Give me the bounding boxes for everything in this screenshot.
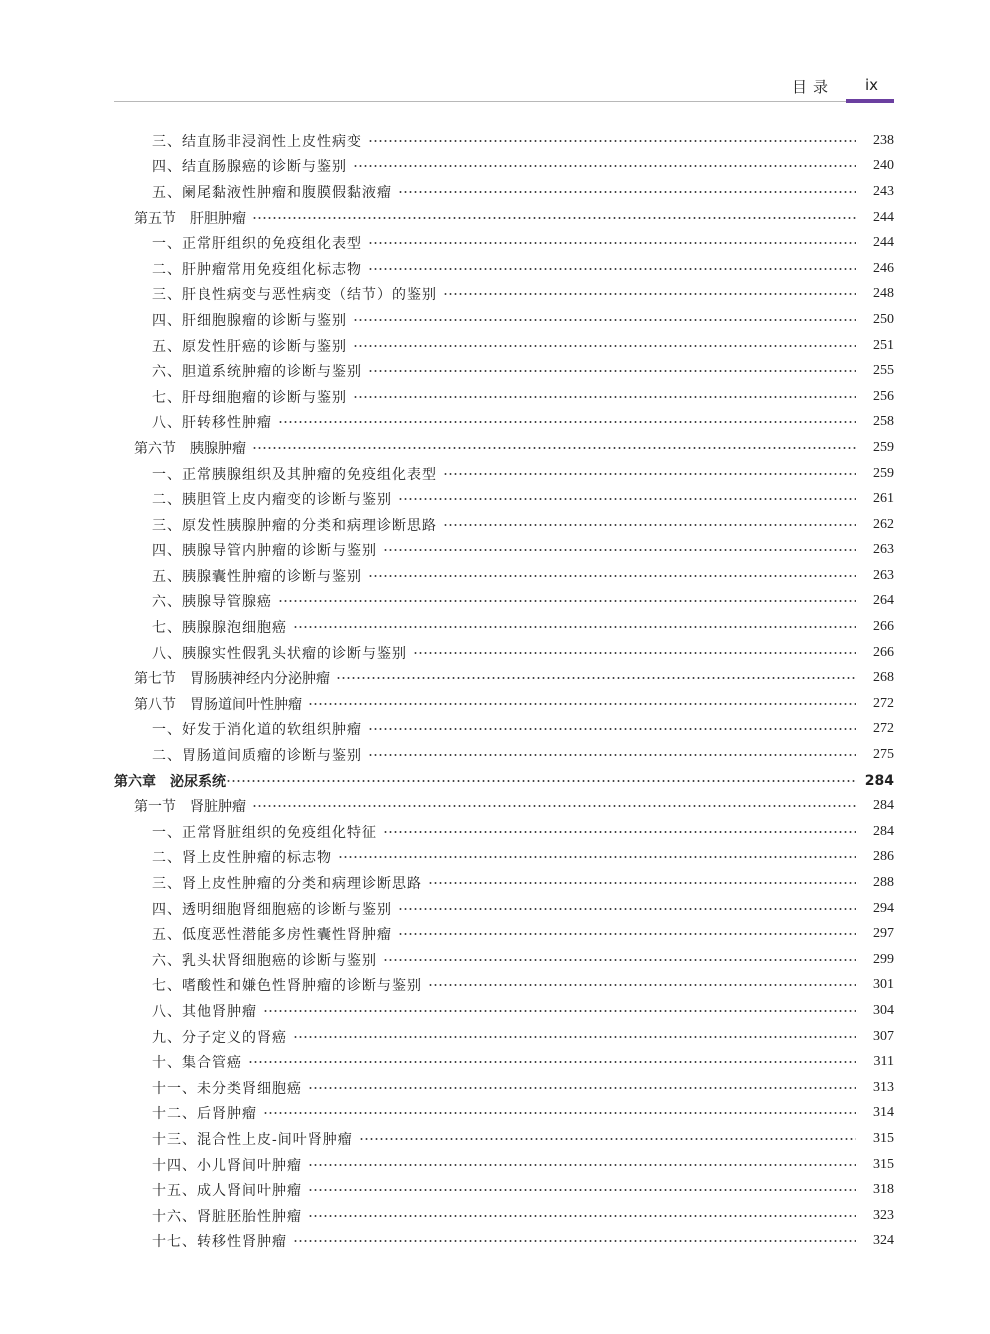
toc-entry[interactable] — [114, 845, 894, 871]
toc-entry-title: 第六节 胰腺肿瘤 — [134, 440, 246, 457]
toc-entry[interactable] — [114, 1203, 894, 1229]
toc-entry[interactable] — [114, 896, 894, 922]
toc-section-entry[interactable] — [114, 793, 894, 819]
toc-section-entry[interactable] — [114, 435, 894, 461]
dot-leader — [308, 1158, 856, 1172]
header-page-number: ix — [864, 76, 878, 94]
toc-entry[interactable] — [114, 640, 894, 666]
toc-entry-page: 244 — [873, 209, 894, 225]
dot-leader — [336, 671, 856, 685]
dot-leader — [383, 825, 856, 839]
toc-entry-title: 八、肝转移性肿瘤 — [152, 415, 272, 432]
dot-leader — [398, 927, 856, 941]
toc-entry-title: 第七节 胃肠胰神经内分泌肿瘤 — [134, 671, 330, 688]
toc-entry-title: 十四、小儿肾间叶肿瘤 — [152, 1157, 302, 1174]
toc-entry-title: 第一节 肾脏肿瘤 — [134, 799, 246, 816]
toc-entry-title: 十一、未分类肾细胞癌 — [152, 1080, 302, 1097]
running-header — [114, 76, 894, 102]
dot-leader — [368, 364, 856, 378]
toc-entry-title: 四、结直肠腺癌的诊断与鉴别 — [152, 159, 347, 176]
toc-entry[interactable] — [114, 589, 894, 615]
dot-leader — [353, 159, 856, 173]
dot-leader — [398, 902, 856, 916]
toc-entry-page: 266 — [873, 619, 894, 635]
toc-entry[interactable] — [114, 1177, 894, 1203]
toc-entry[interactable] — [114, 128, 894, 154]
dot-leader — [368, 722, 856, 736]
dot-leader — [368, 236, 856, 250]
toc-chapter-entry[interactable] — [114, 768, 894, 794]
dot-leader — [338, 850, 856, 864]
toc-entry-page: 275 — [873, 747, 894, 763]
toc-entry[interactable] — [114, 973, 894, 999]
toc-entry[interactable] — [114, 1075, 894, 1101]
toc-entry-title: 四、胰腺导管内肿瘤的诊断与鉴别 — [152, 543, 377, 560]
dot-leader — [443, 287, 856, 301]
toc-entry[interactable] — [114, 154, 894, 180]
dot-leader — [368, 569, 856, 583]
table-of-contents — [114, 128, 894, 1254]
toc-entry-page: 324 — [873, 1233, 894, 1249]
dot-leader — [293, 1234, 856, 1248]
toc-entry-page: 251 — [873, 337, 894, 353]
toc-entry-page: 294 — [873, 900, 894, 916]
toc-entry[interactable] — [114, 1049, 894, 1075]
toc-entry-page: 259 — [873, 465, 894, 481]
toc-entry-page: 299 — [873, 951, 894, 967]
toc-entry-page: 288 — [873, 875, 894, 891]
dot-leader — [353, 390, 856, 404]
toc-entry-title: 一、正常胰腺组织及其肿瘤的免疫组化表型 — [152, 466, 437, 483]
dot-leader — [353, 313, 856, 327]
toc-entry-page: 243 — [873, 183, 894, 199]
toc-entry-title: 四、肝细胞腺瘤的诊断与鉴别 — [152, 312, 347, 329]
toc-entry-title: 六、胆道系统肿瘤的诊断与鉴别 — [152, 364, 362, 381]
toc-entry[interactable] — [114, 921, 894, 947]
dot-leader — [248, 1055, 856, 1069]
toc-entry[interactable] — [114, 1101, 894, 1127]
toc-entry-page: 268 — [873, 670, 894, 686]
toc-entry-page: 313 — [873, 1079, 894, 1095]
toc-entry[interactable] — [114, 717, 894, 743]
toc-entry[interactable] — [114, 358, 894, 384]
toc-entry-title: 五、低度恶性潜能多房性囊性肾肿瘤 — [152, 927, 392, 944]
toc-entry-title: 十七、转移性肾肿瘤 — [152, 1234, 287, 1251]
toc-entry-title: 二、胃肠道间质瘤的诊断与鉴别 — [152, 748, 362, 765]
dot-leader — [368, 748, 856, 762]
toc-entry-page: 258 — [873, 414, 894, 430]
dot-leader — [278, 594, 856, 608]
toc-entry-title: 十、集合管癌 — [152, 1055, 242, 1072]
header-title: 目录 — [791, 78, 834, 96]
toc-entry-title: 十五、成人肾间叶肿瘤 — [152, 1183, 302, 1200]
dot-leader — [263, 1004, 856, 1018]
toc-entry-page: 264 — [873, 593, 894, 609]
toc-entry[interactable] — [114, 384, 894, 410]
toc-entry-page: 301 — [873, 977, 894, 993]
dot-leader — [278, 415, 856, 429]
toc-entry-page: 286 — [873, 849, 894, 865]
toc-entry-title: 六、乳头状肾细胞癌的诊断与鉴别 — [152, 952, 377, 969]
toc-entry[interactable] — [114, 1229, 894, 1255]
dot-leader — [383, 543, 856, 557]
toc-entry-title: 一、好发于消化道的软组织肿瘤 — [152, 722, 362, 739]
toc-entry[interactable] — [114, 410, 894, 436]
toc-entry[interactable] — [114, 1126, 894, 1152]
toc-entry-page: 272 — [873, 721, 894, 737]
header-accent-bar — [846, 99, 894, 103]
toc-entry-page: 261 — [873, 491, 894, 507]
toc-entry-title: 一、正常肾脏组织的免疫组化特征 — [152, 824, 377, 841]
dot-leader — [398, 185, 856, 199]
toc-entry-title: 三、肾上皮性肿瘤的分类和病理诊断思路 — [152, 876, 422, 893]
dot-leader — [368, 262, 856, 276]
toc-entry[interactable] — [114, 870, 894, 896]
toc-entry-page: 315 — [873, 1130, 894, 1146]
toc-entry-title: 十六、肾脏胚胎性肿瘤 — [152, 1208, 302, 1225]
toc-entry-page: 263 — [873, 567, 894, 583]
toc-entry-page: 284 — [873, 823, 894, 839]
toc-entry-title: 十二、后肾肿瘤 — [152, 1106, 257, 1123]
toc-entry-title: 三、原发性胰腺肿瘤的分类和病理诊断思路 — [152, 517, 437, 534]
toc-entry[interactable] — [114, 256, 894, 282]
toc-entry-title: 七、肝母细胞瘤的诊断与鉴别 — [152, 389, 347, 406]
toc-entry-page: 244 — [873, 235, 894, 251]
toc-entry-page: 318 — [873, 1182, 894, 1198]
toc-entry[interactable] — [114, 998, 894, 1024]
toc-entry[interactable] — [114, 282, 894, 308]
toc-entry-title: 三、肝良性病变与恶性病变（结节）的鉴别 — [152, 287, 437, 304]
toc-entry-title: 一、正常肝组织的免疫组化表型 — [152, 236, 362, 253]
toc-entry-title: 八、胰腺实性假乳头状瘤的诊断与鉴别 — [152, 645, 407, 662]
toc-entry-title: 五、原发性肝癌的诊断与鉴别 — [152, 338, 347, 355]
dot-leader — [428, 978, 856, 992]
toc-entry-title: 二、肾上皮性肿瘤的标志物 — [152, 850, 332, 867]
toc-entry-page: 266 — [873, 644, 894, 660]
toc-entry[interactable] — [114, 333, 894, 359]
dot-leader — [428, 876, 856, 890]
toc-entry[interactable] — [114, 307, 894, 333]
dot-leader — [368, 134, 856, 148]
toc-entry[interactable] — [114, 947, 894, 973]
dot-leader — [359, 1132, 856, 1146]
toc-section-entry[interactable] — [114, 205, 894, 231]
dot-leader — [383, 953, 856, 967]
toc-entry[interactable] — [114, 819, 894, 845]
toc-entry-title: 六、胰腺导管腺癌 — [152, 594, 272, 611]
dot-leader — [308, 1081, 856, 1095]
toc-entry-title: 八、其他肾肿瘤 — [152, 1003, 257, 1020]
toc-entry[interactable] — [114, 230, 894, 256]
toc-entry-page: 248 — [873, 286, 894, 302]
toc-entry-page: 323 — [873, 1207, 894, 1223]
dot-leader — [308, 1209, 856, 1223]
toc-entry[interactable] — [114, 538, 894, 564]
toc-entry-page: 256 — [873, 388, 894, 404]
toc-entry[interactable] — [114, 1152, 894, 1178]
toc-entry[interactable] — [114, 512, 894, 538]
toc-entry-page: 259 — [873, 439, 894, 455]
toc-entry[interactable] — [114, 563, 894, 589]
dot-leader — [353, 339, 856, 353]
dot-leader — [443, 467, 856, 481]
header-rule — [114, 101, 894, 102]
dot-leader — [226, 774, 856, 788]
toc-entry-title: 九、分子定义的肾癌 — [152, 1029, 287, 1046]
dot-leader — [293, 620, 856, 634]
toc-entry-page: 238 — [873, 132, 894, 148]
toc-entry-page: 304 — [873, 1002, 894, 1018]
toc-entry[interactable] — [114, 179, 894, 205]
toc-entry-page: 262 — [873, 516, 894, 532]
toc-entry[interactable] — [114, 461, 894, 487]
toc-entry[interactable] — [114, 486, 894, 512]
toc-entry[interactable] — [114, 1024, 894, 1050]
toc-entry-title: 第六章 泌尿系统 — [114, 773, 226, 790]
toc-entry-page: 307 — [873, 1028, 894, 1044]
dot-leader — [308, 1183, 856, 1197]
toc-section-entry[interactable] — [114, 691, 894, 717]
toc-entry-title: 四、透明细胞肾细胞癌的诊断与鉴别 — [152, 901, 392, 918]
toc-section-entry[interactable] — [114, 665, 894, 691]
toc-entry-title: 十三、混合性上皮-间叶肾肿瘤 — [152, 1131, 353, 1148]
toc-entry-title: 五、胰腺囊性肿瘤的诊断与鉴别 — [152, 568, 362, 585]
toc-entry[interactable] — [114, 614, 894, 640]
toc-entry-title: 第八节 胃肠道间叶性肿瘤 — [134, 696, 302, 713]
dot-leader — [252, 441, 856, 455]
dot-leader — [308, 697, 856, 711]
dot-leader — [252, 211, 856, 225]
toc-entry-page: 311 — [873, 1054, 894, 1070]
toc-entry-page: 240 — [873, 158, 894, 174]
toc-entry-page: 315 — [873, 1156, 894, 1172]
toc-entry-title: 三、结直肠非浸润性上皮性病变 — [152, 133, 362, 150]
toc-entry-title: 二、肝肿瘤常用免疫组化标志物 — [152, 261, 362, 278]
dot-leader — [443, 518, 856, 532]
toc-entry-page: 255 — [873, 363, 894, 379]
dot-leader — [398, 492, 856, 506]
toc-entry-title: 二、胰胆管上皮内瘤变的诊断与鉴别 — [152, 492, 392, 509]
toc-entry-page: 272 — [873, 695, 894, 711]
dot-leader — [252, 799, 856, 813]
toc-entry[interactable] — [114, 742, 894, 768]
toc-entry-page: 263 — [873, 542, 894, 558]
toc-entry-page: 297 — [873, 926, 894, 942]
toc-entry-title: 七、嗜酸性和嫌色性肾肿瘤的诊断与鉴别 — [152, 978, 422, 995]
toc-entry-page: 284 — [864, 772, 894, 789]
dot-leader — [263, 1106, 856, 1120]
toc-entry-page: 246 — [873, 260, 894, 276]
toc-entry-page: 284 — [873, 798, 894, 814]
toc-entry-title: 五、阑尾黏液性肿瘤和腹膜假黏液瘤 — [152, 184, 392, 201]
toc-entry-title: 七、胰腺腺泡细胞癌 — [152, 620, 287, 637]
toc-entry-title: 第五节 肝胆肿瘤 — [134, 210, 246, 227]
toc-entry-page: 314 — [873, 1105, 894, 1121]
dot-leader — [293, 1030, 856, 1044]
toc-entry-page: 250 — [873, 311, 894, 327]
dot-leader — [413, 646, 856, 660]
